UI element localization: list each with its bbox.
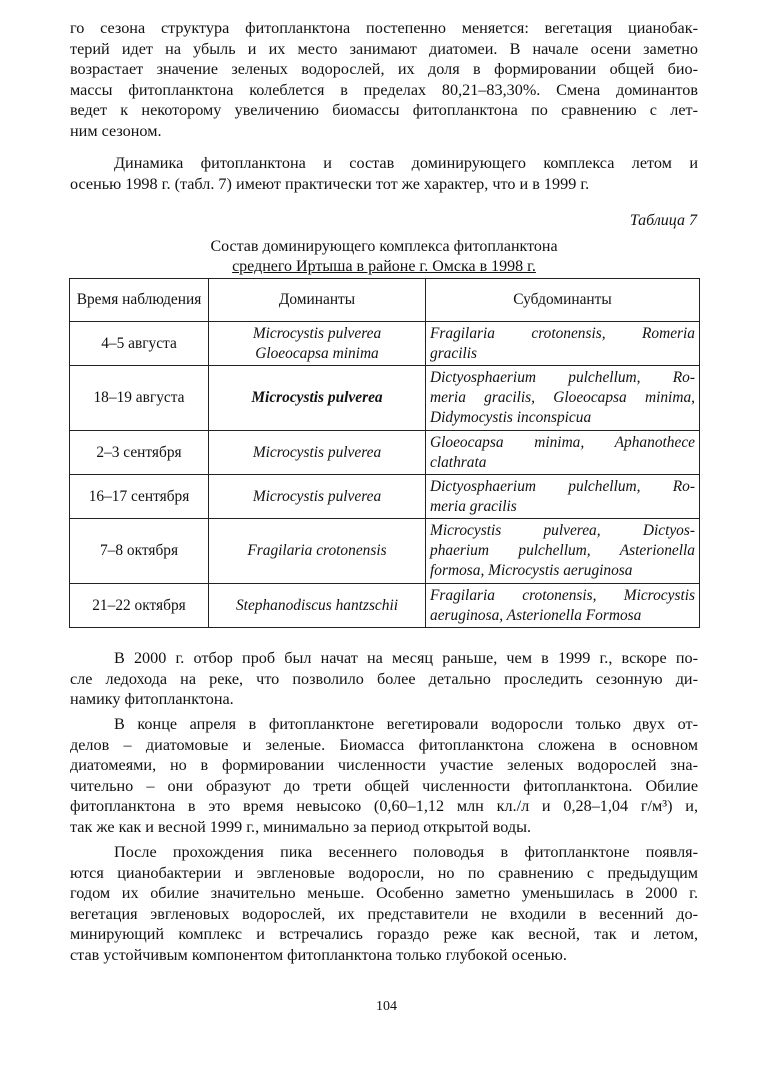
subdominant-line: clathrata <box>430 453 487 471</box>
cell-time: 21–22 октября <box>70 584 209 628</box>
header-time: Время наблюдения <box>70 279 209 322</box>
cell-time: 7–8 октября <box>70 519 209 584</box>
dominant-species: Microcystis pulverea <box>252 443 382 461</box>
text-line: терий идет на убыль и их место занимают диатомеи. В начале осени заметно <box>70 39 698 58</box>
phytoplankton-table <box>69 278 700 628</box>
text-line: став устойчивым компонентом фитопланктона только глубокой осенью. <box>70 945 567 964</box>
text-line: годом их обилие значительно меньше. Особенно заметно уменьшилась в 2000 г. <box>70 884 698 903</box>
caption-line: Состав доминирующего комплекса фитопланктона <box>210 238 558 255</box>
cell-subdominants <box>426 519 700 584</box>
text-line: вегетация эвгленовых водорослей, их представители не входили в весенний до- <box>70 904 698 923</box>
paragraph-1 <box>70 18 698 142</box>
text-line: После прохождения пика весеннего половодья в фитопланктоне появля- <box>114 843 698 861</box>
subdominant-line: Dictyosphaerium pulchellum, Ro- <box>430 369 695 386</box>
text-line: Динамика фитопланктона и состав доминирующего комплекса летом и <box>114 154 698 172</box>
text-line: В конце апреля в фитопланктоне вегетировали водоросли только двух от- <box>114 715 698 733</box>
text-line: делов – диатомовые и зеленые. Биомасса фитопланктона сложена в основном <box>70 735 698 754</box>
table-row <box>70 431 700 475</box>
cell-subdominants <box>426 584 700 628</box>
dominant-species: Gloeocapsa minima <box>255 344 379 362</box>
cell-subdominants <box>426 366 700 431</box>
cell-time: 4–5 августа <box>70 322 209 366</box>
text-line: чительно – они образуют до трети общей численности фитопланктона. Обилие <box>70 776 698 795</box>
paragraph-5 <box>70 842 698 966</box>
text-line: возрастает значение зеленых водорослей, их доля в формировании общей био- <box>70 60 698 79</box>
subdominant-line: Fragilaria crotonensis, Romeria <box>430 324 695 342</box>
cell-dominants <box>209 584 426 628</box>
cell-dominants <box>209 431 426 475</box>
cell-dominants <box>209 519 426 584</box>
cell-dominants <box>209 322 426 366</box>
subdominant-line: Dictyosphaerium pulchellum, Ro- <box>430 477 695 495</box>
subdominant-line: phaerium pulchellum, Asterionella <box>430 542 695 559</box>
text-line: массы фитопланктона колеблется в пределах 80,21–83,30%. Смена доминантов <box>70 80 698 99</box>
dominant-species: Stephanodiscus hantzschii <box>235 596 399 614</box>
text-line: ведет к некоторому увеличению биомассы фитопланктона по сравнению с лет- <box>70 101 698 120</box>
header-dominants: Доминанты <box>209 279 426 322</box>
subdominant-line: Didymocystis inconspicua <box>430 409 592 426</box>
header-subdominants: Субдоминанты <box>426 279 700 322</box>
table-row <box>70 475 700 519</box>
subdominant-line: aeruginosa, Asterionella Formosa <box>430 606 642 624</box>
text-line: минирующий комплекс и встречались гораздо реже как весной, так и летом, <box>70 925 698 944</box>
subdominant-line: meria gracilis <box>430 497 517 515</box>
cell-dominants <box>209 475 426 519</box>
subdominant-line: Fragilaria crotonensis, Microcystis <box>430 586 695 604</box>
subdominant-line: Microcystis pulverea, Dictyos- <box>430 522 695 539</box>
paragraph-2 <box>70 153 698 194</box>
cell-subdominants <box>426 431 700 475</box>
subdominant-line: gracilis <box>430 344 478 362</box>
dominant-species: Microcystis pulverea <box>252 324 382 342</box>
subdominant-line: formosa, Microcystis aeruginosa <box>430 562 633 579</box>
table-row <box>70 366 700 431</box>
text-line: В 2000 г. отбор проб был начат на месяц раньше, чем в 1999 г., вскоре по- <box>114 649 698 667</box>
paragraph-4 <box>70 714 698 838</box>
dominant-species: Fragilaria crotonensis <box>247 542 387 559</box>
table-row <box>70 322 700 366</box>
table-label: Таблица 7 <box>629 212 697 229</box>
text-line: ются цианобактерии и эвгленовые водоросли, но по сравнению с предыдущим <box>70 863 698 882</box>
text-line: фитопланктона в это время невысоко (0,60–1,12 млн кл./л и 0,28–1,04 г/м³) и, <box>70 797 698 816</box>
text-line: так же как и весной 1999 г., минимально за период открытой воды. <box>70 817 532 836</box>
text-line: осенью 1998 г. (табл. 7) имеют практически тот же характер, что и в 1999 г. <box>70 174 590 193</box>
page-number: 104 <box>376 999 397 1014</box>
cell-subdominants <box>426 322 700 366</box>
caption-line: среднего Иртыша в районе г. Омска в 1998 г. <box>232 258 536 275</box>
cell-subdominants <box>426 475 700 519</box>
cell-time: 16–17 сентября <box>70 475 209 519</box>
dominant-species: Microcystis pulverea <box>252 487 382 505</box>
dominant-species: Microcystis pulverea <box>251 389 383 406</box>
text-line: намику фитопланктона. <box>70 690 234 709</box>
cell-time: 18–19 августа <box>70 366 209 431</box>
table-row <box>70 584 700 628</box>
cell-time: 2–3 сентября <box>70 431 209 475</box>
text-line: ним сезоном. <box>70 121 162 140</box>
table-caption <box>70 237 698 277</box>
subdominant-line: Gloeocapsa minima, Aphanothece <box>430 433 695 451</box>
text-line: го сезона структура фитопланктона постепенно меняется: вегетация цианобак- <box>70 19 698 37</box>
paragraph-3 <box>70 648 698 710</box>
cell-dominants <box>209 366 426 431</box>
text-line: сле ледохода на реке, что позволило более детально проследить сезонную ди- <box>70 669 698 688</box>
table-header-row <box>70 279 700 322</box>
text-line: диатомеями, но в формировании численности участие зеленых водорослей зна- <box>70 756 698 775</box>
table-row <box>70 519 700 584</box>
subdominant-line: meria gracilis, Gloeocapsa minima, <box>430 389 695 406</box>
